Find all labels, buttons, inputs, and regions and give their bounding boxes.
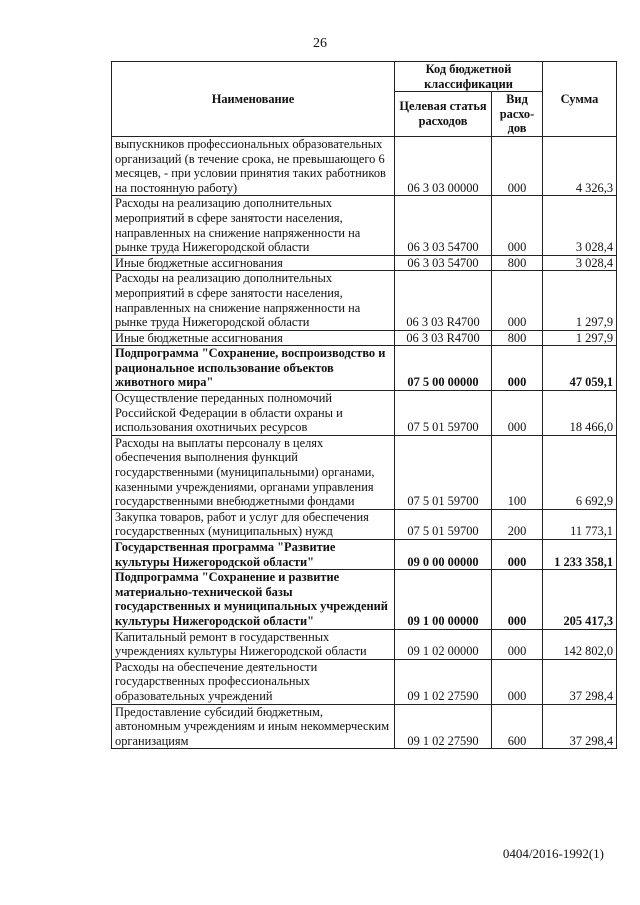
row-target-code: 09 1 02 00000 [395, 629, 492, 659]
row-name: Осуществление переданных полномочий Российской Федерации в области охраны и использования охотничьих ресурсов [112, 391, 395, 436]
header-name: Наименование [112, 62, 395, 137]
table-row [112, 509, 617, 539]
row-sum: 18 466,0 [543, 391, 617, 436]
row-expense-type: 000 [492, 540, 543, 570]
row-sum: 205 417,3 [543, 570, 617, 629]
row-sum: 37 298,4 [543, 704, 617, 749]
table-row [112, 540, 617, 570]
page-number: 26 [313, 36, 327, 51]
table-header [112, 62, 617, 137]
row-expense-type: 000 [492, 196, 543, 255]
header-sum: Сумма [543, 62, 617, 137]
row-sum: 3 028,4 [543, 196, 617, 255]
row-target-code: 06 3 03 54700 [395, 255, 492, 271]
row-expense-type: 200 [492, 509, 543, 539]
row-target-code: 09 1 00 00000 [395, 570, 492, 629]
budget-table [111, 61, 617, 749]
row-expense-type: 000 [492, 346, 543, 391]
row-target-code: 09 1 02 27590 [395, 704, 492, 749]
table-row [112, 659, 617, 704]
row-expense-type: 800 [492, 255, 543, 271]
table-row [112, 391, 617, 436]
row-target-code: 06 3 03 R4700 [395, 330, 492, 346]
row-target-code: 09 0 00 00000 [395, 540, 492, 570]
table-row [112, 704, 617, 749]
header-type: Вид расхо-дов [492, 92, 543, 137]
row-sum: 47 059,1 [543, 346, 617, 391]
row-sum: 1 297,9 [543, 330, 617, 346]
row-sum: 1 297,9 [543, 271, 617, 330]
row-sum: 6 692,9 [543, 435, 617, 509]
row-target-code: 07 5 01 59700 [395, 391, 492, 436]
row-expense-type: 000 [492, 570, 543, 629]
row-sum: 1 233 358,1 [543, 540, 617, 570]
header-target: Целевая статья расходов [395, 92, 492, 137]
row-name: Предоставление субсидий бюджетным, автономным учреждениям и иным некоммерческим организациям [112, 704, 395, 749]
row-target-code: 07 5 01 59700 [395, 435, 492, 509]
table-row [112, 330, 617, 346]
table-row [112, 346, 617, 391]
table-row [112, 435, 617, 509]
table-row [112, 629, 617, 659]
document-code: 0404/2016-1992(1) [502, 846, 604, 861]
row-expense-type: 000 [492, 271, 543, 330]
row-sum: 37 298,4 [543, 659, 617, 704]
row-sum: 11 773,1 [543, 509, 617, 539]
row-expense-type: 000 [492, 659, 543, 704]
table-row [112, 271, 617, 330]
table-row [112, 255, 617, 271]
table-body [112, 136, 617, 748]
row-name: Иные бюджетные ассигнования [112, 255, 395, 271]
row-expense-type: 600 [492, 704, 543, 749]
row-expense-type: 000 [492, 391, 543, 436]
row-target-code: 06 3 03 R4700 [395, 271, 492, 330]
row-sum: 142 802,0 [543, 629, 617, 659]
row-target-code: 07 5 00 00000 [395, 346, 492, 391]
header-code-group: Код бюджетной классификации [395, 62, 543, 92]
row-name: Расходы на реализацию дополнительных мероприятий в сфере занятости населения, направленных на снижение напряженности на рынке труда Нижегородской области [112, 196, 395, 255]
row-name: Расходы на обеспечение деятельности государственных профессиональных образовательных учреждений [112, 659, 395, 704]
table-row [112, 570, 617, 629]
row-name: Капитальный ремонт в государственных учреждениях культуры Нижегородской области [112, 629, 395, 659]
row-expense-type: 100 [492, 435, 543, 509]
row-name: Подпрограмма "Сохранение, воспроизводство и рациональное использование объектов животного мира" [112, 346, 395, 391]
row-name: Государственная программа "Развитие культуры Нижегородской области" [112, 540, 395, 570]
row-target-code: 07 5 01 59700 [395, 509, 492, 539]
row-name: Расходы на реализацию дополнительных мероприятий в сфере занятости населения, направленных на снижение напряженности на рынке труда Нижегородской области [112, 271, 395, 330]
row-expense-type: 000 [492, 629, 543, 659]
row-sum: 3 028,4 [543, 255, 617, 271]
table-row [112, 136, 617, 195]
row-name: выпускников профессиональных образовательных организаций (в течение срока, не превышающего 6 месяцев, - при условии принятия таких работников на постоянную работу) [112, 136, 395, 195]
row-target-code: 06 3 03 54700 [395, 196, 492, 255]
table-row [112, 196, 617, 255]
row-expense-type: 800 [492, 330, 543, 346]
row-name: Расходы на выплаты персоналу в целях обеспечения выполнения функций государственными (муниципальными) органами, казенными учреждениями, органами управления государственными внебюджетными фондами [112, 435, 395, 509]
row-target-code: 06 3 03 00000 [395, 136, 492, 195]
row-target-code: 09 1 02 27590 [395, 659, 492, 704]
row-name: Подпрограмма "Сохранение и развитие материально-технической базы государственных и муниципальных учреждений культуры Нижегородской области" [112, 570, 395, 629]
row-sum: 4 326,3 [543, 136, 617, 195]
row-name: Иные бюджетные ассигнования [112, 330, 395, 346]
row-name: Закупка товаров, работ и услуг для обеспечения государственных (муниципальных) нужд [112, 509, 395, 539]
row-expense-type: 000 [492, 136, 543, 195]
